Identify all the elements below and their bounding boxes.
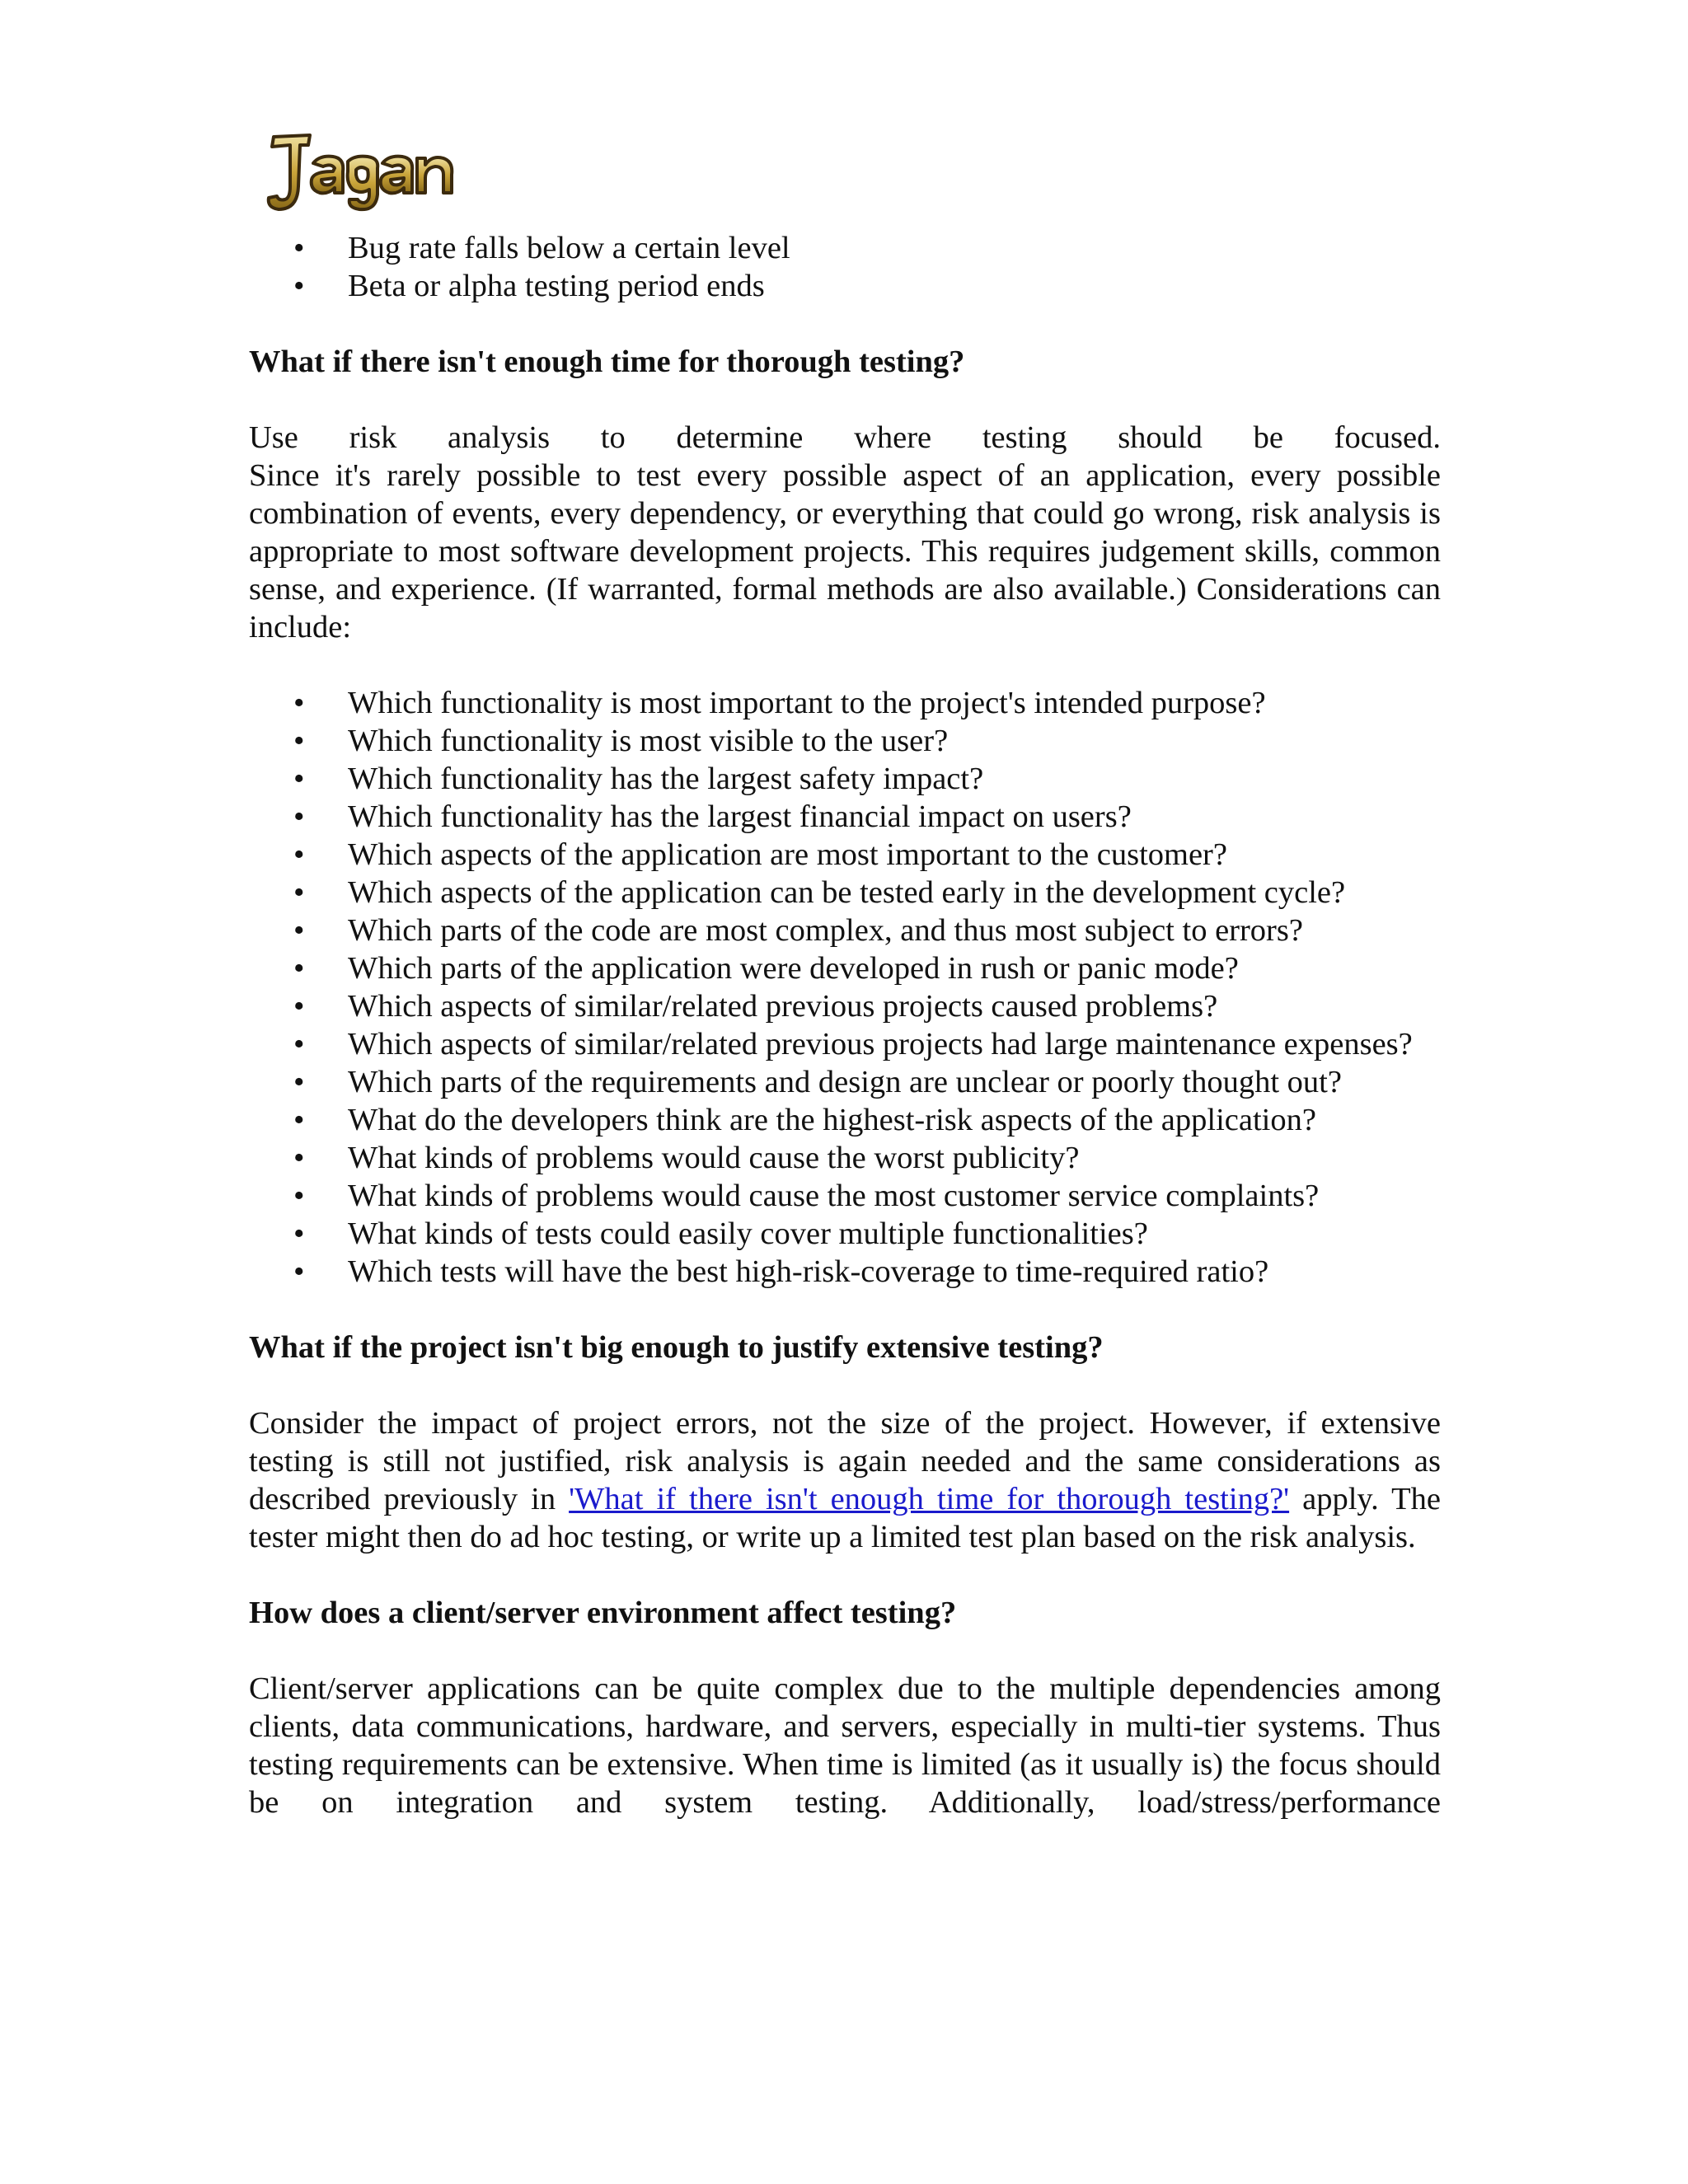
document-content [249, 229, 1441, 1821]
list-item: • Which functionality is most visible to the user? [348, 722, 1441, 760]
list-item: • What kinds of problems would cause the most customer service complaints? [348, 1177, 1441, 1215]
list-item: • What kinds of problems would cause the worst publicity? [348, 1139, 1441, 1177]
list-item: • What kinds of tests could easily cover multiple functionalities? [348, 1215, 1441, 1253]
list-item: • Which aspects of similar/related previous projects caused problems? [348, 987, 1441, 1025]
list-item: • Which tests will have the best high-risk-coverage to time-required ratio? [348, 1253, 1441, 1291]
list-item: • Which parts of the application were developed in rush or panic mode? [348, 949, 1441, 987]
considerations-list [249, 684, 1441, 1291]
list-item: • What do the developers think are the highest-risk aspects of the application? [348, 1101, 1441, 1139]
list-item: • Which aspects of the application can be tested early in the development cycle? [348, 874, 1441, 912]
section-heading-project-size: What if the project isn't big enough to justify extensive testing? [249, 1330, 1104, 1365]
paragraph-client-server: Client/server applications can be quite complex due to the multiple dependencies among clients, data communications, hardware, and servers, especially in multi-tier systems. Thus testing requirements can be extensive. When time is limited (as it usually is) the focus should be on integration and system testing. Additionally, load/stress/performance [249, 1671, 1441, 1820]
list-item: • Which functionality is most important to the project's intended purpose? [348, 684, 1441, 722]
list-item: • Which aspects of the application are most important to the customer? [348, 836, 1441, 874]
section-heading-time: What if there isn't enough time for thorough testing? [249, 344, 965, 379]
top-bullet-list [249, 229, 1441, 305]
thorough-testing-link[interactable]: 'What if there isn't enough time for thorough testing?' [569, 1482, 1290, 1516]
list-item: • Which parts of the requirements and design are unclear or poorly thought out? [348, 1063, 1441, 1101]
list-item: • Beta or alpha testing period ends [348, 267, 1441, 305]
paragraph-text: Consider the impact of project errors, not the size of the project. However, if extensive testing is still not justified, risk analysis is again needed and the same considerations as described previously in [249, 1406, 1441, 1516]
paragraph-project-size [249, 1404, 1441, 1556]
list-item: • Which functionality has the largest safety impact? [348, 760, 1441, 798]
paragraph-text: apply. The tester might then do ad hoc testing, or write up a limited test plan based on the risk analysis. [249, 1482, 1441, 1554]
list-item: • Bug rate falls below a certain level [348, 229, 1441, 267]
section-heading-client-server: How does a client/server environment affect testing? [249, 1596, 957, 1630]
list-item: • Which parts of the code are most complex, and thus most subject to errors? [348, 912, 1441, 949]
paragraph-risk-analysis-line1: Use risk analysis to determine where testing should be focused. [249, 420, 1441, 455]
paragraph-risk-analysis: Since it's rarely possible to test every possible aspect of an application, every possible combination of events, every dependency, or everything that could go wrong, risk analysis is appropriate to most software development projects. This requires judgement skills, common sense, and experience. (If warranted, formal methods are also available.) Considerations can include: [249, 458, 1441, 644]
list-item: • Which aspects of similar/related previous projects had large maintenance expenses? [348, 1025, 1441, 1063]
jagan-logo [262, 129, 460, 218]
list-item: • Which functionality has the largest financial impact on users? [348, 798, 1441, 836]
